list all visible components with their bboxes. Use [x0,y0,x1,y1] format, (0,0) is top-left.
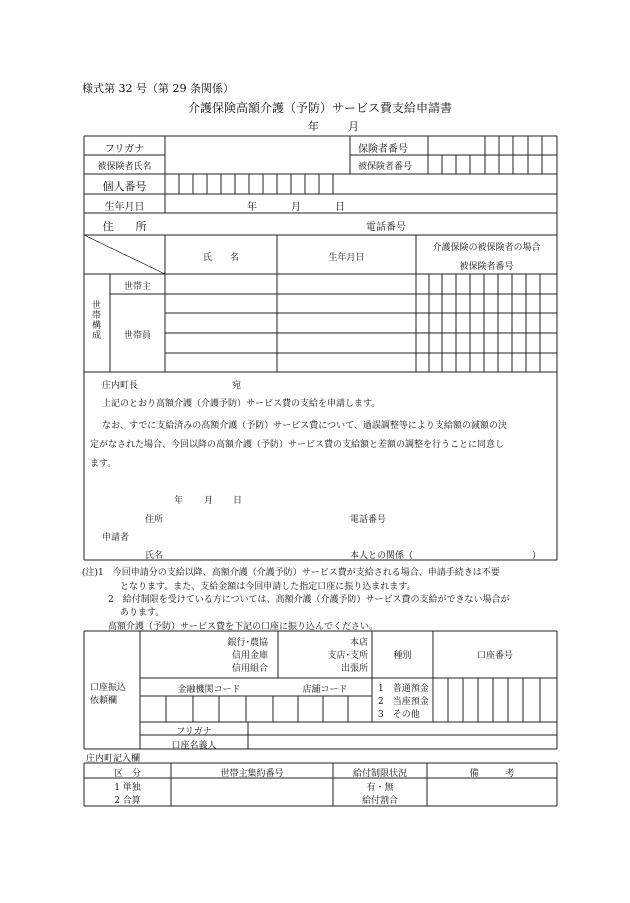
household-side-label: 世帯構成 [90,300,100,340]
office-category-combined: 2 合算 [114,796,141,806]
declaration-address-label: 住所 [145,515,164,525]
declaration-day: 日 [233,496,243,506]
note-1b: となります。また、支給金額は今回申請した指定口座に振り込まれます。 [120,582,416,592]
branch-type-1: 本店 [349,638,368,648]
office-col-household-number: 世帯主集約番号 [220,769,284,779]
account-kind-header: 種別 [393,651,412,661]
furigana-label: フリガナ [104,144,145,155]
account-kind-1: 1 普通預金 [378,684,429,694]
declaration-phone-label: 電話番号 [350,515,387,525]
page-title: 介護保険高額介護（予防）サービス費支給申請書 [187,101,452,115]
declaration-month: 月 [204,496,214,506]
account-kind-3: 3 その他 [378,710,420,720]
form-number: 様式第 32 号（第 29 条関係） [82,82,234,95]
office-col-restriction: 給付制限状況 [352,769,407,779]
applicant-label: 申請者 [102,533,130,543]
declaration-line-3: 定がなされた場合、今回以降の高額介護（予防）サービス費の支給額と差額の調整を行うことに同意し [90,440,505,450]
addressee: 庄内町長 [102,381,139,391]
office-restriction-yes-no: 有・無 [366,783,394,793]
declaration-line-4: ます。 [90,459,117,469]
birth-date-label: 生年月日 [104,202,145,213]
declaration-line-1: 上記のとおり高額介護（介護予防）サービス費の支給を申請します。 [102,399,381,409]
office-col-category: 区 分 [113,769,141,779]
bank-side-label-1: 口座振込 [90,683,127,693]
birth-day-label: 日 [335,202,345,213]
note-2b: あります。 [120,608,165,618]
insurer-number-label: 保険者番号 [358,144,408,155]
office-category-single: 1 単独 [114,783,141,793]
bank-code-label: 金融機関コード [177,685,241,695]
bank-type-2: 信用金庫 [231,651,268,661]
birth-column-header: 生年月日 [328,253,365,263]
office-benefit-ratio: 給付割合 [361,796,398,806]
household-members-label: 世帯員 [123,331,151,341]
transfer-request: 高額介護（予防）サービス費を下記の口座に振り込んでください。 [108,622,379,632]
insured-number-label: 被保険者番号 [358,162,413,172]
relation-close: ） [532,551,542,561]
address-label: 住 所 [102,220,147,233]
bank-type-3: 信用組合 [231,664,268,674]
branch-type-3: 出張所 [340,664,368,674]
bank-type-1: 銀行･農協 [227,638,268,648]
insured-name-label: 被保険者氏名 [97,162,152,172]
header-year-label: 年 [308,120,319,133]
phone-label: 電話番号 [366,222,406,233]
declaration-year: 年 [174,496,184,506]
account-holder-label: 口座名義人 [171,741,217,751]
branch-code-label: 店舗コード [302,685,348,695]
relation-label: 本人との関係（ [350,551,414,561]
header-month-label: 月 [348,120,359,133]
addressee-suffix: 宛 [232,381,242,391]
branch-type-2: 支店･支所 [327,651,368,661]
household-head-label: 世帯主 [123,282,151,292]
account-number-header: 口座番号 [476,651,513,661]
name-column-header: 氏 名 [202,253,239,263]
birth-year-label: 年 [247,202,257,213]
birth-month-label: 月 [291,202,301,213]
holder-furigana-label: フリガナ [176,727,212,737]
account-kind-2: 2 当座預金 [378,697,429,707]
declaration-line-2: なお、すでに支給済みの高額介護（予防）サービス費について、過誤調整等により支給額の減額の決 [102,421,507,431]
insured-case-header: 介護保険の被保険者の場合 [432,243,541,253]
note-2a: 2 給付制限を受けている方については、高額介護（介護予防）サービス費の支給ができない場合が [108,595,510,605]
insured-number-header: 被保険者番号 [459,262,514,272]
note-1a: (注)1 今回申請分の支給以降、高額介護（介護予防）サービス費が支給される場合、申請手続きは不要 [82,568,500,578]
bank-side-label-2: 依頼欄 [90,696,118,706]
office-section-title: 庄内町記入欄 [86,754,141,764]
applicant-name-label: 氏名 [145,551,164,561]
personal-number-label: 個人番号 [102,180,147,193]
office-col-remarks: 備 考 [469,769,515,779]
